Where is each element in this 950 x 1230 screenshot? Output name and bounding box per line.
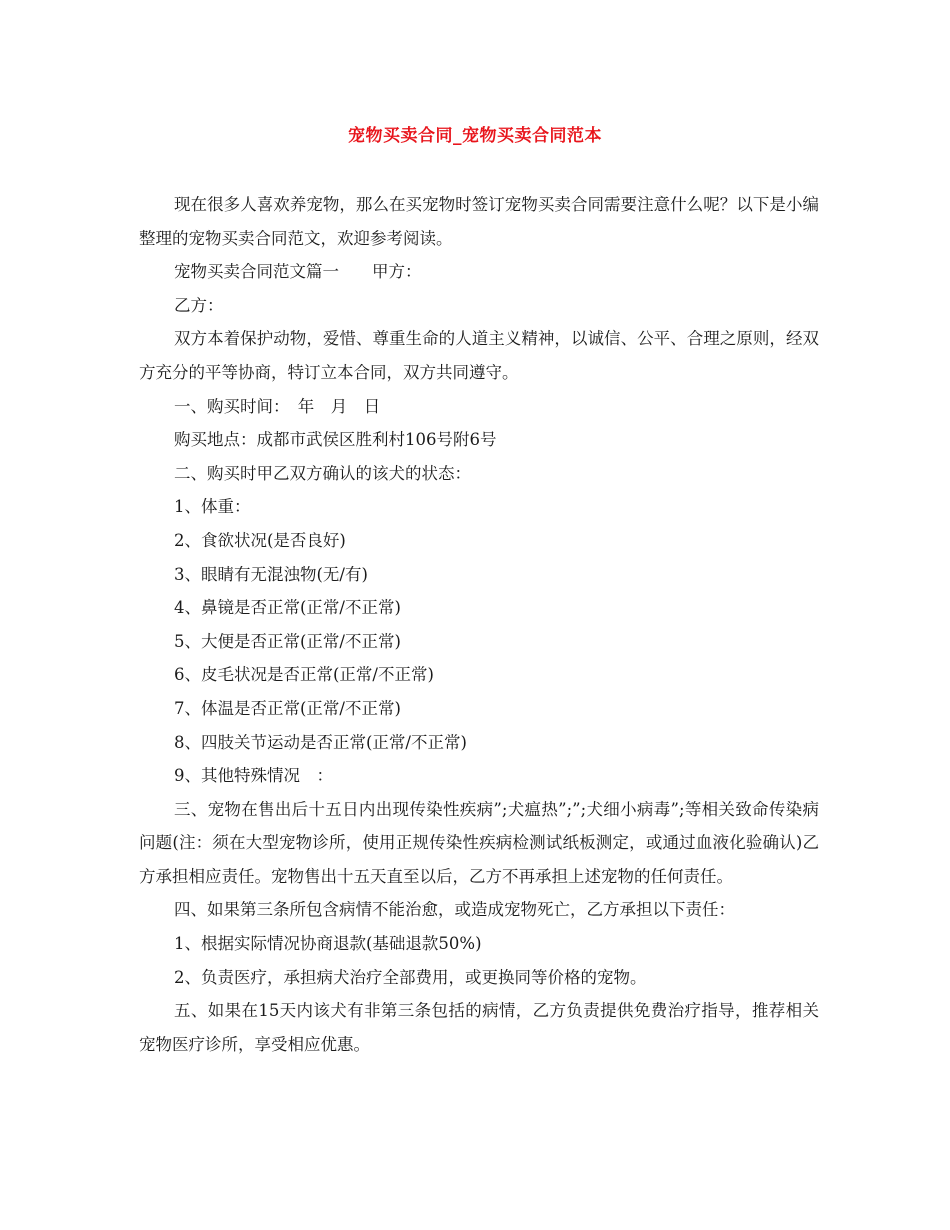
party-b-line: 乙方：	[174, 295, 224, 315]
status-item-coat: 6、皮毛状况是否正常(正常/不正常)	[174, 665, 434, 685]
status-item-stool: 5、大便是否正常(正常/不正常)	[174, 631, 401, 651]
status-item-eyes: 3、眼睛有无混浊物(无/有)	[174, 564, 368, 584]
clause-1-purchase-time: 一、购买时间： 年 月 日	[174, 396, 381, 416]
status-item-weight: 1、体重：	[174, 497, 251, 517]
intro-paragraph: 现在很多人喜欢养宠物，那么在买宠物时签订宠物买卖合同需要注意什么呢？以下是小编整理的宠物买卖合同范文，欢迎参考阅读。	[139, 195, 819, 248]
status-item-other: 9、其他特殊情况 ：	[174, 766, 333, 786]
clause-3-infectious-disease: 三、宠物在售出后十五日内出现传染性疾病”;犬瘟热”;”;犬细小病毒”;等相关致命传染病问题(注：须在大型宠物诊所，使用正规传染性疾病检测试纸板测定，或通过血液化验确认)乙方承担相应责任。宠物售出十五天直至以后，乙方不再承担上述宠物的任何责任。	[139, 799, 819, 886]
clause-2-dog-status: 二、购买时甲乙双方确认的该犬的状态：	[174, 463, 471, 483]
document-title: 宠物买卖合同_宠物买卖合同范本	[348, 126, 602, 146]
document-body	[139, 188, 819, 1061]
clause-4-liability: 四、如果第三条所包含病情不能治愈，或造成宠物死亡，乙方承担以下责任：	[174, 900, 735, 920]
purchase-location: 购买地点：成都市武侯区胜利村106号附6号	[174, 430, 497, 450]
clause-5-other-illness: 五、如果在15天内该犬有非第三条包括的病情，乙方负责提供免费治疗指导，推荐相关宠物医疗诊所，享受相应优惠。	[139, 1001, 819, 1054]
status-item-temperature: 7、体温是否正常(正常/不正常)	[174, 698, 401, 718]
liability-item-refund: 1、根据实际情况协商退款(基础退款50%)	[174, 934, 482, 954]
status-item-nose: 4、鼻镜是否正常(正常/不正常)	[174, 598, 401, 618]
status-item-appetite: 2、食欲状况(是否良好)	[174, 530, 346, 550]
principle-paragraph: 双方本着保护动物，爱惜、尊重生命的人道主义精神，以诚信、公平、合理之原则，经双方充分的平等协商，特订立本合同，双方共同遵守。	[139, 329, 819, 382]
status-item-joints: 8、四肢关节运动是否正常(正常/不正常)	[174, 732, 467, 752]
liability-item-medical: 2、负责医疗，承担病犬治疗全部费用，或更换同等价格的宠物。	[174, 967, 647, 987]
sample-heading-party-a: 宠物买卖合同范文篇一 甲方：	[174, 262, 422, 282]
